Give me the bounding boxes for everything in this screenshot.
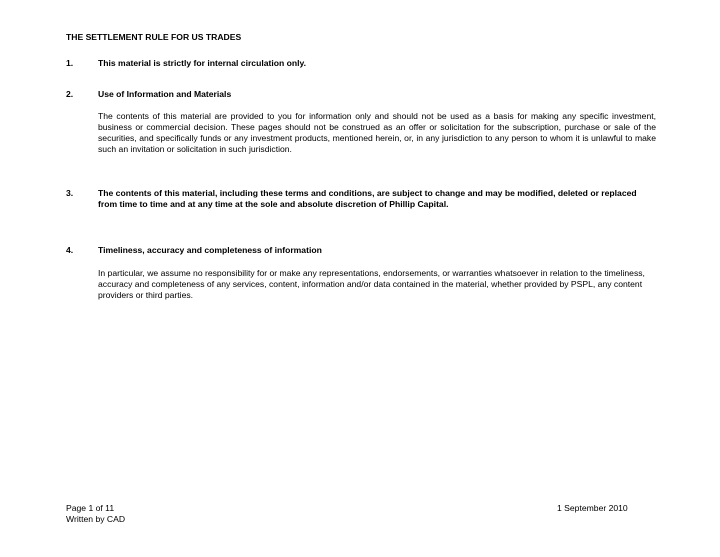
footer-page-number: Page 1 of 11: [66, 503, 115, 513]
section-2-heading: Use of Information and Materials: [98, 89, 232, 99]
section-3: [66, 188, 656, 218]
footer-author: Written by CAD: [66, 514, 126, 524]
section-4-heading: Timeliness, accuracy and completeness of information: [98, 245, 322, 255]
section-3-heading: The contents of this material, including these terms and conditions, are subject to change and may be modified, deleted or replaced from time to time and at any time at the sole and absolute discretion of Phillip Capital.: [98, 188, 637, 209]
section-2: [66, 89, 656, 169]
section-1-number: 1.: [66, 58, 74, 68]
section-4-number: 4.: [66, 245, 74, 255]
section-2-body: The contents of this material are provided to you for information only and should not be used as a basis for making any specific investment, business or commercial decision. These pages should not be construed as an offer or solicitation for the subscription, purchase or sale of the securities, and specifically funds or any investment products, mentioned herein, or, in any jurisdiction to any person to whom it is unlawful to make such an invitation or solicitation in such jurisdiction.: [98, 111, 656, 154]
section-2-number: 2.: [66, 89, 74, 99]
section-1-heading: This material is strictly for internal circulation only.: [98, 58, 307, 68]
section-4: [66, 245, 656, 315]
section-3-number: 3.: [66, 188, 74, 198]
footer-left: [66, 503, 125, 525]
section-4-body: In particular, we assume no responsibility for or make any representations, endorsements, or warranties whatsoever in relation to the timeliness, accuracy and completeness of any services, content, information and/or data contained in the material, whether provided by PSPL, any content providers or third parties.: [98, 268, 645, 300]
section-1: [66, 58, 656, 70]
footer-date: 1 September 2010: [557, 503, 628, 513]
document-title: THE SETTLEMENT RULE FOR US TRADES: [66, 32, 242, 42]
